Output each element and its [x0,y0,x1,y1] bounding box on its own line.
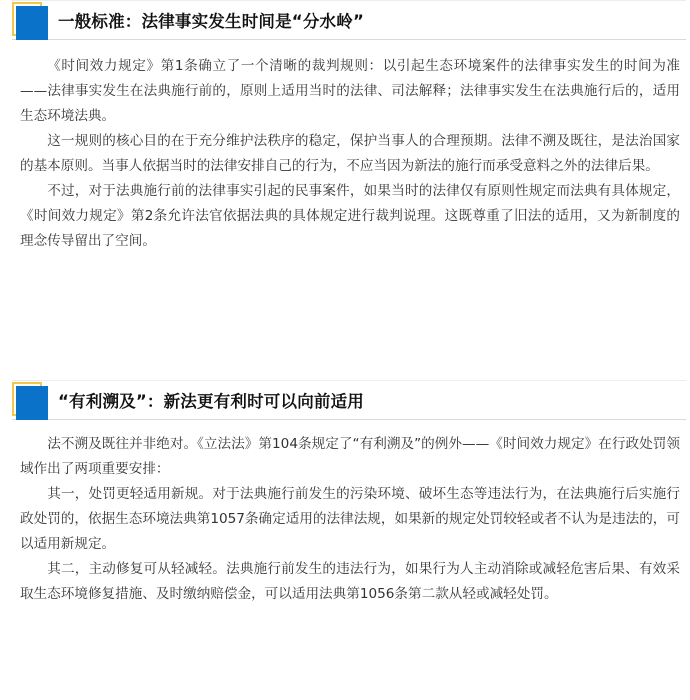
paragraph: 其一，处罚更轻适用新规。对于法典施行前发生的污染环境、破坏生态等违法行为，在法典施行后实施行政处罚的，依据生态环境法典第1057条确定适用的法律法规，如果新的规定处罚较轻或者不认为是违法的，可以适用新规定。 [20,486,680,552]
paragraph: 其二，主动修复可从轻减轻。法典施行前发生的违法行为，如果行为人主动消除或减轻危害后果、有效采取生态环境修复措施、及时缴纳赔偿金，可以适用法典第1056条第二款从轻或减轻处罚。 [20,561,680,602]
section-favorable-retroactivity [12,380,686,607]
section-general-standard [12,0,686,254]
header-marker-icon [12,380,52,420]
section-header [12,380,686,420]
header-marker-icon [12,0,52,40]
section-header [12,0,686,40]
section-title: 一般标准：法律事实发生时间是“分水岭” [58,12,364,31]
section-title: “有利溯及”：新法更有利时可以向前适用 [58,392,364,411]
paragraph: 不过，对于法典施行前的法律事实引起的民事案件，如果当时的法律仅有原则性规定而法典有具体规定，《时间效力规定》第2条允许法官依据法典的具体规定进行裁判说理。这既尊重了旧法的适用，又为新制度的理念传导留出了空间。 [20,183,680,249]
paragraph: 法不溯及既往并非绝对。《立法法》第104条规定了“有利溯及”的例外——《时间效力规定》在行政处罚领域作出了两项重要安排： [20,436,680,477]
paragraph: 《时间效力规定》第1条确立了一个清晰的裁判规则：以引起生态环境案件的法律事实发生的时间为准——法律事实发生在法典施行前的，原则上适用当时的法律、司法解释；法律事实发生在法典施行后的，适用生态环境法典。 [20,58,680,124]
paragraph: 这一规则的核心目的在于充分维护法秩序的稳定，保护当事人的合理预期。法律不溯及既往，是法治国家的基本原则。当事人依据当时的法律安排自己的行为，不应当因为新法的施行而承受意料之外的法律后果。 [20,133,680,174]
